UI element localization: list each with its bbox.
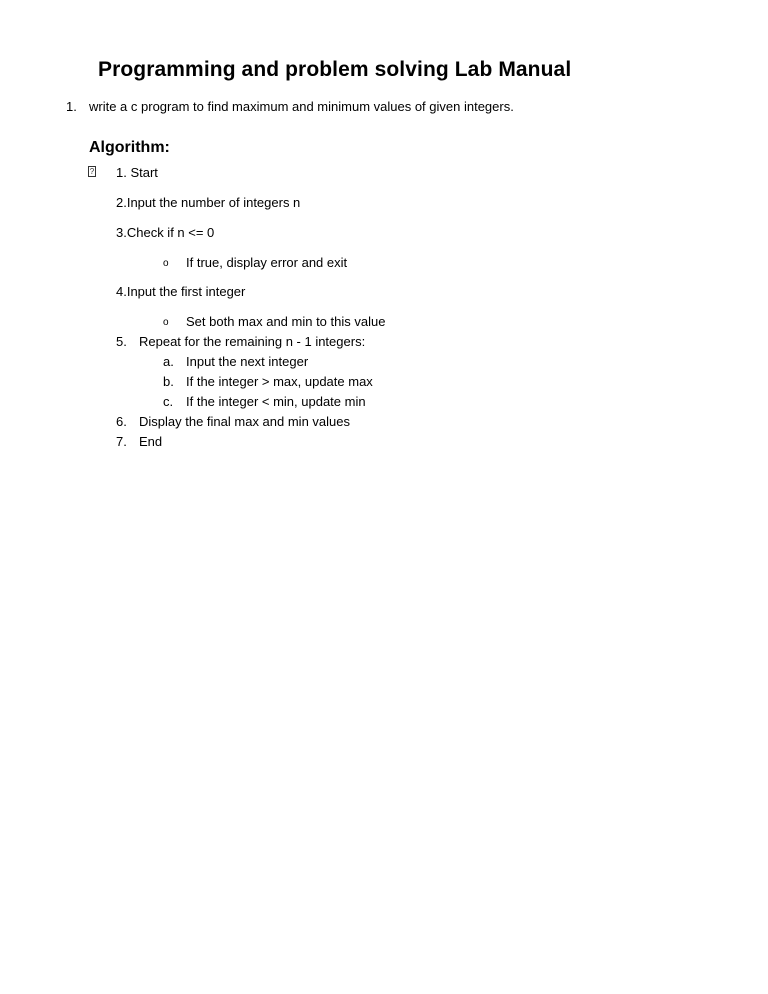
step-6: Display the final max and min values	[139, 414, 350, 429]
document-title: Programming and problem solving Lab Manual	[98, 58, 572, 81]
step-5b-number: b.	[163, 374, 174, 389]
question-number: 1.	[66, 99, 77, 114]
step-3-sub: If true, display error and exit	[186, 255, 348, 270]
step-5a: Input the next integer	[186, 354, 309, 369]
step-2: 2.Input the number of integers n	[116, 195, 301, 210]
question-text: write a c program to find maximum and minimum values of given integers.	[89, 99, 514, 114]
sub-bullet-icon: o	[163, 258, 169, 269]
step-5a-number: a.	[163, 354, 174, 369]
step-5: Repeat for the remaining n - 1 integers:	[139, 334, 366, 349]
step-6-number: 6.	[116, 414, 127, 429]
step-4-sub: Set both max and min to this value	[186, 314, 386, 329]
step-5b: If the integer > max, update max	[186, 374, 373, 389]
sub-bullet-icon: o	[163, 317, 169, 328]
step-4: 4.Input the first integer	[116, 284, 246, 299]
algorithm-heading: Algorithm:	[89, 139, 170, 156]
step-5-number: 5.	[116, 334, 127, 349]
step-5c-number: c.	[163, 394, 174, 409]
step-3: 3.Check if n <= 0	[116, 225, 215, 240]
step-7: End	[139, 434, 163, 449]
step-5c: If the integer < min, update min	[186, 394, 366, 409]
step-1: 1. Start	[116, 165, 158, 180]
step-7-number: 7.	[116, 434, 127, 449]
missing-glyph-icon: ?	[89, 167, 95, 176]
